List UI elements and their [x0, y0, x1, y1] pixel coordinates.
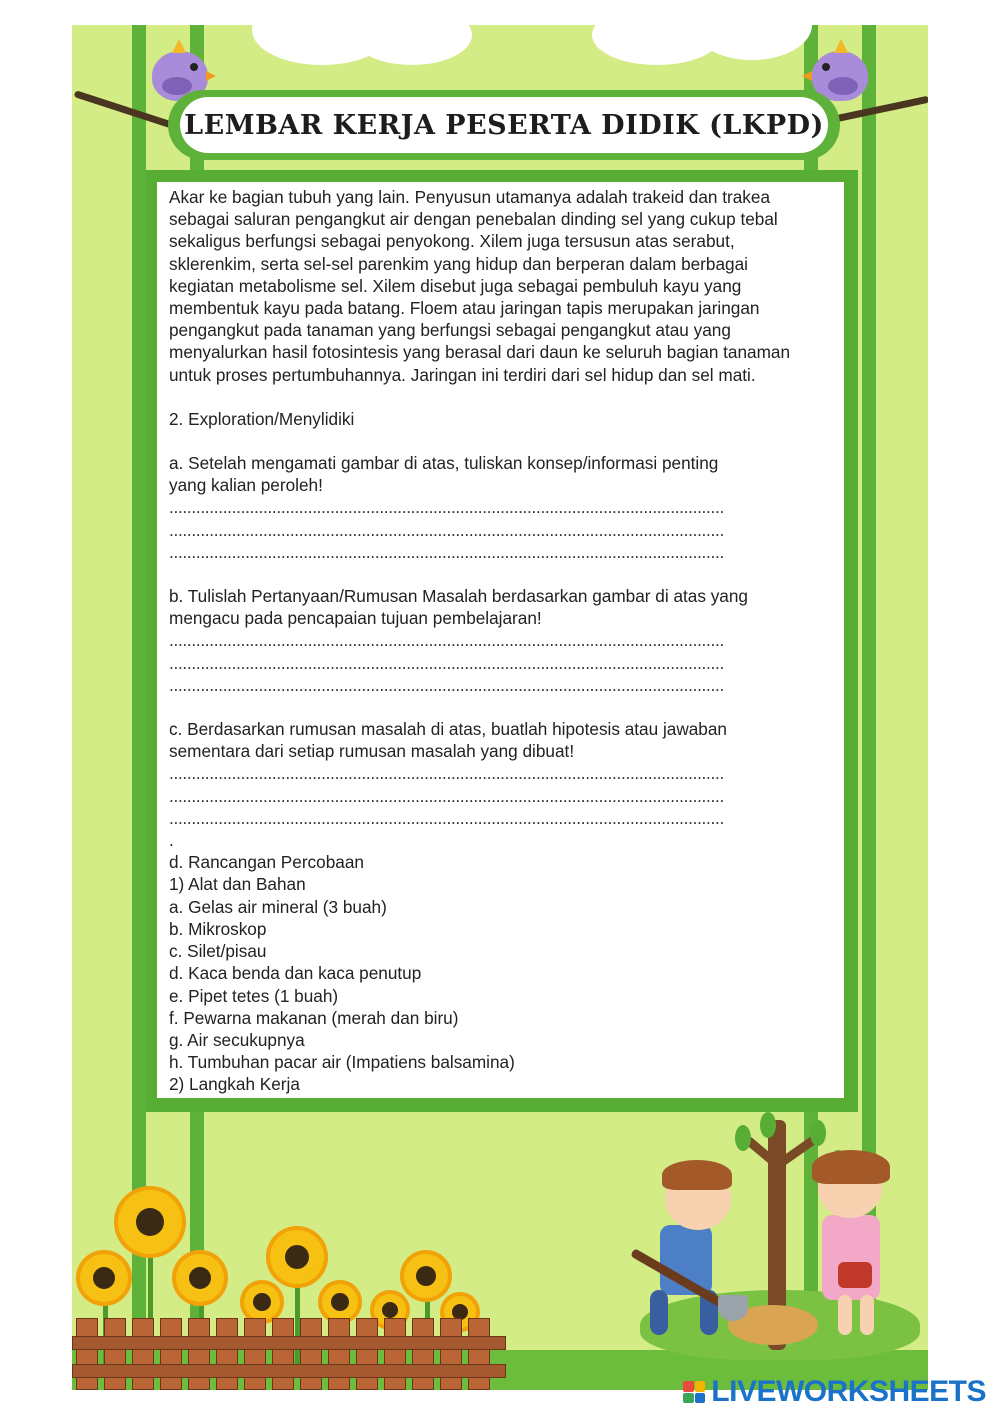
leaf-icon	[810, 1120, 826, 1146]
intro-line: sekaligus berfungsi sebagai penyokong. Xilem juga tersusun atas serabut,	[169, 231, 735, 252]
fence-picket	[468, 1318, 490, 1390]
fence-picket	[104, 1318, 126, 1390]
answer-line-b2[interactable]: ............................................................................................................................	[169, 652, 724, 673]
sunflower-icon	[76, 1250, 132, 1306]
design-heading: d. Rancangan Percobaan	[169, 852, 364, 873]
fence-rail	[72, 1336, 506, 1350]
frame-stripe	[132, 25, 146, 1390]
fence-picket	[216, 1318, 238, 1390]
shovel-icon	[718, 1295, 748, 1321]
answer-line-a1[interactable]: ............................................................................................................................	[169, 497, 724, 518]
material-item: h. Tumbuhan pacar air (Impatiens balsamina)	[169, 1052, 515, 1073]
answer-line-c1[interactable]: ............................................................................................................................	[169, 763, 724, 784]
fence-rail	[72, 1364, 506, 1378]
question-c-line: c. Berdasarkan rumusan masalah di atas, buatlah hipotesis atau jawaban	[169, 719, 727, 740]
fence-picket	[412, 1318, 434, 1390]
fence-picket	[132, 1318, 154, 1390]
answer-line-a3[interactable]: ............................................................................................................................	[169, 541, 724, 562]
answer-line-c2[interactable]: ............................................................................................................................	[169, 785, 724, 806]
fence-picket	[188, 1318, 210, 1390]
girl-hair	[812, 1150, 890, 1184]
question-c-line: sementara dari setiap rumusan masalah yang dibuat!	[169, 741, 575, 762]
watering-can-icon	[838, 1262, 872, 1288]
material-item: e. Pipet tetes (1 buah)	[169, 985, 339, 1006]
fence-picket	[244, 1318, 266, 1390]
fence-picket	[160, 1318, 182, 1390]
material-item: g. Air secukupnya	[169, 1029, 305, 1050]
intro-line: sebagai saluran pengangkut air dengan penebalan dinding sel yang cukup tebal	[169, 209, 778, 230]
answer-line-c3[interactable]: ............................................................................................................................	[169, 807, 724, 828]
section-heading: 2. Exploration/Menylidiki	[169, 408, 355, 429]
intro-line: menyalurkan hasil fotosintesis yang berasal dari daun ke seluruh bagian tanaman	[169, 342, 791, 363]
answer-line-a2[interactable]: ............................................................................................................................	[169, 519, 724, 540]
steps-heading: 2) Langkah Kerja	[169, 1074, 300, 1095]
fence-picket	[272, 1318, 294, 1390]
fence-picket	[384, 1318, 406, 1390]
sunflower-icon	[114, 1186, 186, 1258]
fence-picket	[356, 1318, 378, 1390]
intro-line: Akar ke bagian tubuh yang lain. Penyusun utamanya adalah trakeid dan trakea	[169, 187, 771, 207]
fence-picket	[76, 1318, 98, 1390]
answer-line-b3[interactable]: ............................................................................................................................	[169, 674, 724, 695]
leaf-icon	[735, 1125, 751, 1151]
sunflower-icon	[172, 1250, 228, 1306]
question-a-line: a. Setelah mengamati gambar di atas, tuliskan konsep/informasi penting	[169, 453, 719, 474]
sunflower-icon	[400, 1250, 452, 1302]
intro-line: untuk proses pertumbuhannya. Jaringan ini terdiri dari sel hidup dan sel mati.	[169, 364, 756, 385]
liveworksheets-logo-icon	[683, 1381, 705, 1403]
girl-leg	[860, 1295, 874, 1335]
material-item: f. Pewarna makanan (merah dan biru)	[169, 1007, 459, 1028]
worksheet-content	[169, 186, 844, 1096]
watermark	[683, 1375, 986, 1409]
leaf-icon	[760, 1112, 776, 1138]
material-item: b. Mikroskop	[169, 918, 267, 939]
watermark-text: LIVEWORKSHEETS	[711, 1375, 986, 1408]
fence-picket	[440, 1318, 462, 1390]
boy-leg	[650, 1290, 668, 1335]
question-a-line: yang kalian peroleh!	[169, 475, 323, 496]
question-b-line: mengacu pada pencapaian tujuan pembelajaran!	[169, 608, 542, 629]
boy-hair	[662, 1160, 732, 1190]
intro-line: membentuk kayu pada batang. Floem atau jaringan tapis merupakan jaringan	[169, 298, 760, 319]
stray-dot: .	[169, 830, 174, 851]
sunflower-icon	[266, 1226, 328, 1288]
title-box	[180, 97, 828, 153]
cloud-decoration	[352, 25, 472, 65]
intro-line: sklerenkim, serta sel-sel parenkim yang hidup dan berperan dalam berbagai	[169, 253, 748, 274]
tools-heading: 1) Alat dan Bahan	[169, 874, 306, 895]
material-item: d. Kaca benda dan kaca penutup	[169, 963, 422, 984]
girl-leg	[838, 1295, 852, 1335]
fence-picket	[328, 1318, 350, 1390]
cloud-decoration	[692, 25, 812, 60]
question-b-line: b. Tulislah Pertanyaan/Rumusan Masalah berdasarkan gambar di atas yang	[169, 586, 748, 607]
page-title: LEMBAR KERJA PESERTA DIDIK (LKPD)	[184, 109, 824, 141]
intro-line: kegiatan metabolisme sel. Xilem disebut juga sebagai pembuluh kayu yang	[169, 275, 742, 296]
fence-picket	[300, 1318, 322, 1390]
intro-line: pengangkut pada tanaman yang berfungsi sebagai pengangkut atau yang	[169, 320, 731, 341]
content-panel	[157, 182, 844, 1098]
material-item: c. Silet/pisau	[169, 941, 267, 962]
answer-line-b1[interactable]: ............................................................................................................................	[169, 630, 724, 651]
material-item: a. Gelas air mineral (3 buah)	[169, 896, 387, 917]
